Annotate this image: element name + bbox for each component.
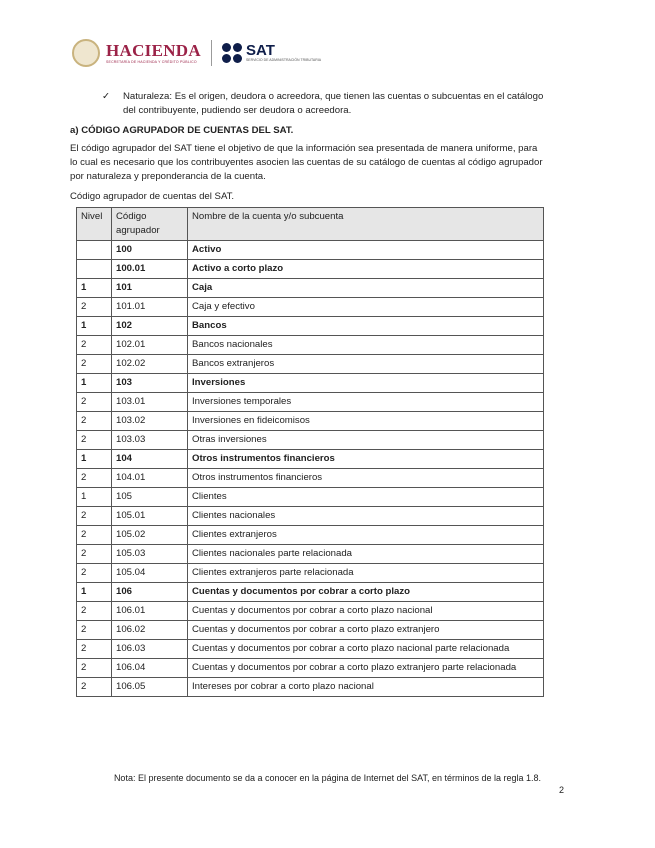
cell-level: 2 (77, 298, 112, 317)
cell-name: Clientes extranjeros parte relacionada (188, 564, 544, 583)
cell-code: 106.03 (112, 640, 188, 659)
sat-logo-icon (222, 43, 242, 63)
table-row (77, 507, 544, 526)
cell-code: 105.03 (112, 545, 188, 564)
cell-level: 2 (77, 640, 112, 659)
footnote: Nota: El presente documento se da a conocer en la página de Internet del SAT, en términos de la regla 1.8. (113, 773, 542, 783)
cell-name: Activo (188, 241, 544, 260)
header-divider (211, 40, 212, 66)
table-row (77, 488, 544, 507)
cell-name: Cuentas y documentos por cobrar a corto plazo (188, 583, 544, 602)
cell-code: 103.02 (112, 412, 188, 431)
section-title: a) CÓDIGO AGRUPADOR DE CUENTAS DEL SAT. (70, 125, 294, 136)
table-row (77, 640, 544, 659)
cell-code: 100.01 (112, 260, 188, 279)
hacienda-name: HACIENDA (106, 40, 201, 60)
table-row (77, 545, 544, 564)
cell-name: Intereses por cobrar a corto plazo nacional (188, 678, 544, 697)
table-row (77, 355, 544, 374)
table-row (77, 602, 544, 621)
cell-name: Clientes nacionales (188, 507, 544, 526)
cell-code: 103.03 (112, 431, 188, 450)
table-row (77, 298, 544, 317)
table-row (77, 621, 544, 640)
cell-name: Cuentas y documentos por cobrar a corto plazo extranjero (188, 621, 544, 640)
header-codigo: Código agrupador (112, 208, 188, 241)
cell-name: Otros instrumentos financieros (188, 469, 544, 488)
cell-code: 104.01 (112, 469, 188, 488)
cell-name: Bancos nacionales (188, 336, 544, 355)
cell-level: 1 (77, 450, 112, 469)
cell-level: 2 (77, 431, 112, 450)
cell-level: 2 (77, 602, 112, 621)
cell-code: 102.01 (112, 336, 188, 355)
naturaleza-bullet (70, 90, 545, 118)
account-codes-table (76, 207, 544, 697)
table-row (77, 526, 544, 545)
table-caption: Código agrupador de cuentas del SAT. (70, 191, 235, 202)
hacienda-subtitle: SECRETARÍA DE HACIENDA Y CRÉDITO PÚBLICO (106, 59, 197, 64)
table-row (77, 279, 544, 298)
cell-level (77, 241, 112, 260)
cell-level: 1 (77, 488, 112, 507)
table-row (77, 564, 544, 583)
cell-name: Bancos extranjeros (188, 355, 544, 374)
checkmark-icon: ✓ (102, 91, 111, 102)
cell-level: 2 (77, 412, 112, 431)
table-row (77, 374, 544, 393)
cell-code: 106.02 (112, 621, 188, 640)
cell-code: 101.01 (112, 298, 188, 317)
table-row (77, 431, 544, 450)
bullet-text: Naturaleza: Es el origen, deudora o acreedora, que tienen las cuentas o subcuentas en el catálogo del contribuyente, pudiendo ser deudora o acreedora. (123, 91, 544, 116)
cell-name: Otros instrumentos financieros (188, 450, 544, 469)
cell-code: 105.02 (112, 526, 188, 545)
sat-name: SAT (245, 42, 275, 59)
cell-level: 2 (77, 621, 112, 640)
cell-name: Cuentas y documentos por cobrar a corto plazo extranjero parte relacionada (188, 659, 544, 678)
cell-level: 2 (77, 393, 112, 412)
cell-code: 105 (112, 488, 188, 507)
table-row (77, 336, 544, 355)
cell-name: Inversiones en fideicomisos (188, 412, 544, 431)
sat-logo (246, 43, 321, 63)
cell-code: 106.04 (112, 659, 188, 678)
table-row (77, 678, 544, 697)
sat-subtitle: SERVICIO DE ADMINISTRACIÓN TRIBUTARIA (245, 58, 322, 62)
cell-level: 2 (77, 659, 112, 678)
cell-code: 105.04 (112, 564, 188, 583)
cell-name: Caja y efectivo (188, 298, 544, 317)
table-body (77, 241, 544, 697)
cell-level: 2 (77, 526, 112, 545)
cell-level: 2 (77, 564, 112, 583)
hacienda-logo (106, 42, 201, 65)
cell-code: 100 (112, 241, 188, 260)
document-header (72, 36, 321, 70)
cell-code: 105.01 (112, 507, 188, 526)
cell-level: 2 (77, 678, 112, 697)
table-row (77, 317, 544, 336)
cell-name: Inversiones temporales (188, 393, 544, 412)
cell-code: 106 (112, 583, 188, 602)
cell-level: 1 (77, 317, 112, 336)
cell-name: Activo a corto plazo (188, 260, 544, 279)
header-nivel: Nivel (77, 208, 112, 241)
cell-code: 106.05 (112, 678, 188, 697)
cell-name: Caja (188, 279, 544, 298)
cell-level: 2 (77, 336, 112, 355)
table-header-row (77, 208, 544, 241)
page-number: 2 (559, 785, 565, 795)
cell-name: Cuentas y documentos por cobrar a corto plazo nacional parte relacionada (188, 640, 544, 659)
table-row (77, 469, 544, 488)
document-body (70, 90, 545, 697)
table-row (77, 412, 544, 431)
table-row (77, 450, 544, 469)
table-row (77, 393, 544, 412)
cell-code: 101 (112, 279, 188, 298)
table-row (77, 583, 544, 602)
cell-level: 1 (77, 583, 112, 602)
cell-level: 2 (77, 355, 112, 374)
cell-name: Bancos (188, 317, 544, 336)
intro-paragraph: El código agrupador del SAT tiene el objetivo de que la información sea presentada de manera uniforme, para lo cual es necesario que los contribuyentes asocien las cuentas de su catálogo de cuentas al código agrupador por naturaleza y preponderancia de la cuenta. (70, 143, 543, 182)
table-row (77, 260, 544, 279)
cell-code: 103 (112, 374, 188, 393)
cell-name: Clientes extranjeros (188, 526, 544, 545)
cell-code: 106.01 (112, 602, 188, 621)
hacienda-seal-icon (72, 39, 100, 67)
cell-name: Inversiones (188, 374, 544, 393)
table-row (77, 241, 544, 260)
cell-code: 103.01 (112, 393, 188, 412)
cell-code: 104 (112, 450, 188, 469)
table-row (77, 659, 544, 678)
cell-level: 1 (77, 374, 112, 393)
cell-level: 1 (77, 279, 112, 298)
cell-name: Clientes (188, 488, 544, 507)
cell-name: Otras inversiones (188, 431, 544, 450)
header-nombre: Nombre de la cuenta y/o subcuenta (188, 208, 544, 241)
cell-code: 102.02 (112, 355, 188, 374)
cell-level: 2 (77, 469, 112, 488)
cell-name: Cuentas y documentos por cobrar a corto plazo nacional (188, 602, 544, 621)
cell-code: 102 (112, 317, 188, 336)
cell-name: Clientes nacionales parte relacionada (188, 545, 544, 564)
cell-level: 2 (77, 507, 112, 526)
cell-level (77, 260, 112, 279)
cell-level: 2 (77, 545, 112, 564)
